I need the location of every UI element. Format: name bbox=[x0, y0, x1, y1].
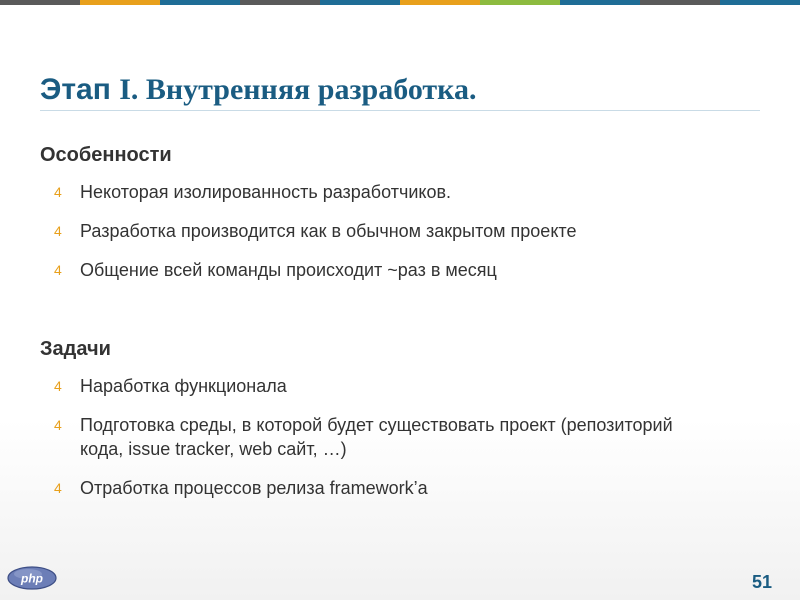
tasks-list bbox=[54, 374, 754, 500]
slide-title bbox=[40, 72, 760, 108]
top-bar-segment bbox=[160, 0, 240, 5]
list-item bbox=[54, 258, 754, 282]
list-item-text: Наработка функционала bbox=[80, 376, 287, 396]
top-bar-segment bbox=[80, 0, 160, 5]
top-bar-segment bbox=[640, 0, 720, 5]
section-heading-tasks: Задачи bbox=[40, 338, 111, 360]
slide-title-rest: I. Внутренняя разработка. bbox=[119, 73, 477, 106]
list-item-text: Подготовка среды, в которой будет существовать проект (репозиторий кода, issue tracker, web сайт, …) bbox=[80, 415, 673, 459]
bullet-icon: 4 bbox=[54, 480, 62, 496]
list-item bbox=[54, 476, 754, 500]
bullet-icon: 4 bbox=[54, 223, 62, 239]
php-logo-text: php bbox=[21, 571, 43, 586]
bullet-icon: 4 bbox=[54, 262, 62, 278]
list-item-text: Отработка процессов релиза framework’a bbox=[80, 478, 428, 498]
list-item bbox=[54, 413, 700, 461]
page-number: 51 bbox=[751, 572, 772, 592]
bullet-icon: 4 bbox=[54, 378, 62, 394]
bullet-icon: 4 bbox=[54, 184, 62, 200]
top-bar-segment bbox=[240, 0, 320, 5]
list-item bbox=[54, 219, 754, 243]
features-list bbox=[54, 180, 754, 282]
top-bar-segment bbox=[400, 0, 480, 5]
list-item-text: Некоторая изолированность разработчиков. bbox=[80, 182, 452, 202]
list-item bbox=[54, 374, 754, 398]
top-bar-segment bbox=[0, 0, 80, 5]
top-bar-segment bbox=[480, 0, 560, 5]
title-divider bbox=[40, 110, 760, 111]
top-bar-segment bbox=[320, 0, 400, 5]
top-bar-segment bbox=[560, 0, 640, 5]
list-item-text: Разработка производится как в обычном закрытом проекте bbox=[80, 221, 577, 241]
bullet-icon: 4 bbox=[54, 417, 62, 433]
list-item bbox=[54, 180, 754, 204]
top-bar-segment bbox=[720, 0, 800, 5]
top-color-bar bbox=[0, 0, 800, 5]
list-item-text: Общение всей команды происходит ~раз в месяц bbox=[80, 260, 497, 280]
section-heading-features: Особенности bbox=[40, 144, 172, 166]
slide-title-lead: Этап bbox=[40, 73, 120, 106]
php-logo-icon bbox=[6, 563, 58, 593]
